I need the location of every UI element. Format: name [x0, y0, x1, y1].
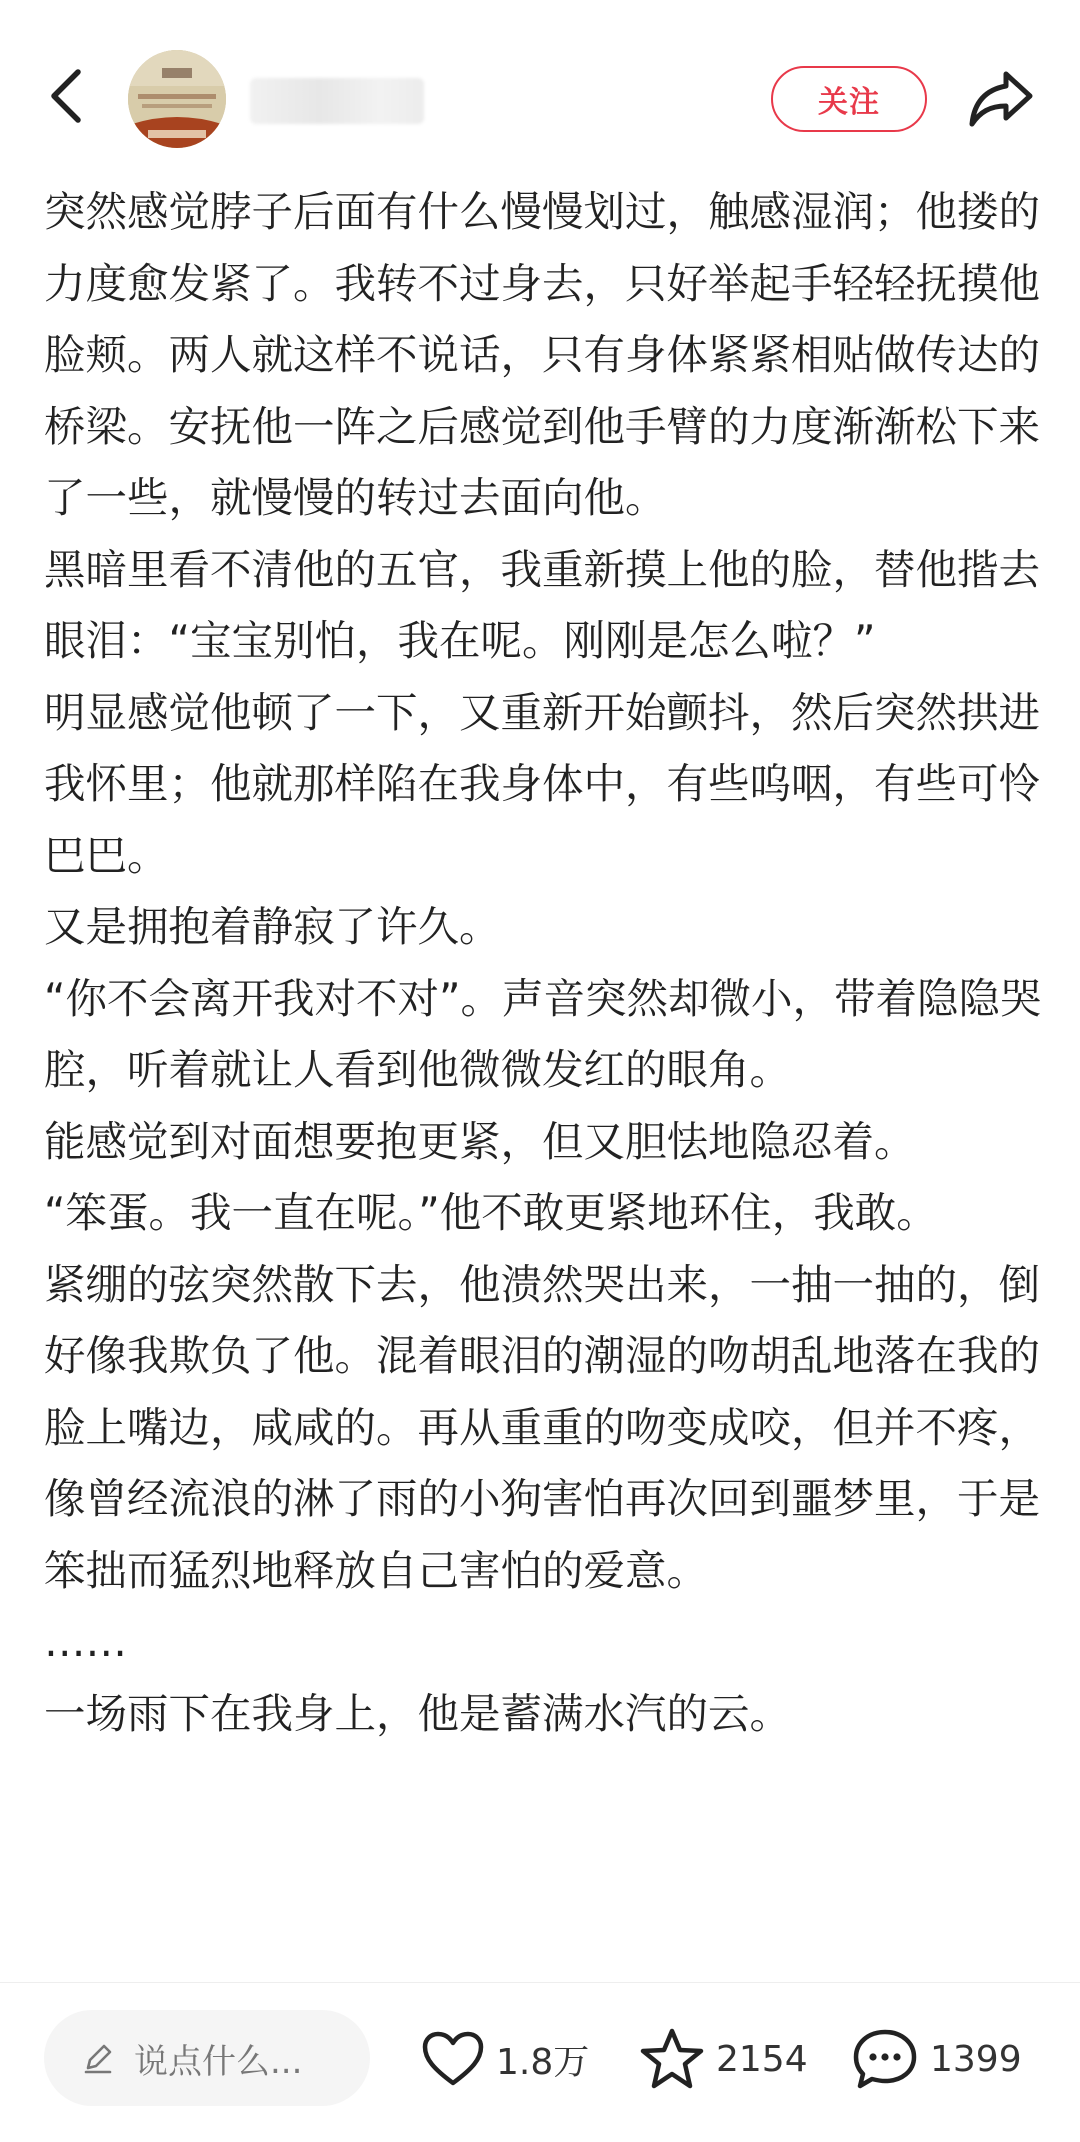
- paragraph: 突然感觉脖子后面有什么慢慢划过，触感湿润；他搂的力度愈发紧了。我转不过身去，只好举起手轻轻抚摸他脸颊。两人就这样不说话，只有身体紧紧相贴做传达的桥梁。安抚他一阵之后感觉到他手臂的力度渐渐松下来了一些，就慢慢的转过去面向他。: [44, 187, 1041, 522]
- favorite-button[interactable]: [638, 2020, 808, 2098]
- paragraph: 明显感觉他顿了一下，又重新开始颤抖，然后突然拱进我怀里；他就那样陷在我身体中，有些呜咽，有些可怜巴巴。: [44, 687, 1041, 880]
- share-button[interactable]: [966, 66, 1036, 130]
- author-avatar[interactable]: [128, 50, 226, 148]
- paragraph: 紧绷的弦突然散下去，他溃然哭出来，一抽一抽的，倒好像我欺负了他。混着眼泪的潮湿的吻胡乱地落在我的脸上嘴边，咸咸的。再从重重的吻变成咬，但并不疼，像曾经流浪的淋了雨的小狗害怕再次回到噩梦里，于是笨拙而猛烈地释放自己害怕的爱意。: [44, 1259, 1041, 1595]
- share-arrow-icon: [966, 66, 1036, 130]
- follow-button[interactable]: 关注: [771, 66, 927, 132]
- comments-button[interactable]: [850, 2020, 1022, 2098]
- like-button[interactable]: [420, 2020, 589, 2098]
- paragraph: “你不会离开我对不对”。声音突然却微小，带着隐隐哭腔，听着就让人看到他微微发红的眼角。: [44, 973, 1042, 1094]
- avatar-image: [128, 50, 226, 148]
- favorite-count: 2154: [716, 2038, 808, 2080]
- pencil-icon: [80, 2040, 116, 2076]
- comment-placeholder: 说点什么...: [134, 2041, 303, 2082]
- paragraph: “笨蛋。我一直在呢。”他不敢更紧地环住，我敢。: [44, 1188, 938, 1237]
- paragraph: 黑暗里看不清他的五官，我重新摸上他的脸，替他揩去眼泪：“宝宝别怕，我在呢。刚刚是怎么啦？”: [44, 544, 1041, 665]
- paragraph: 能感觉到对面想要抱更紧，但又胆怯地隐忍着。: [44, 1116, 916, 1166]
- author-name-redacted[interactable]: [250, 78, 424, 124]
- comment-input[interactable]: [44, 2010, 370, 2106]
- chevron-left-icon: [40, 58, 96, 134]
- like-count: 1.8万: [496, 2041, 590, 2083]
- star-icon: [638, 2026, 706, 2092]
- heart-icon: [420, 2029, 486, 2089]
- back-button[interactable]: [40, 58, 96, 134]
- post-body: [44, 176, 1044, 1749]
- comment-bubble-icon: [850, 2026, 920, 2092]
- comment-count: 1399: [930, 2038, 1022, 2080]
- paragraph: ……: [44, 1617, 127, 1666]
- paragraph: 又是拥抱着静寂了许久。: [44, 902, 501, 951]
- paragraph: 一场雨下在我身上，他是蓄满水汽的云。: [44, 1688, 792, 1738]
- top-bar: [0, 0, 1080, 180]
- bottom-divider: [0, 1982, 1080, 1983]
